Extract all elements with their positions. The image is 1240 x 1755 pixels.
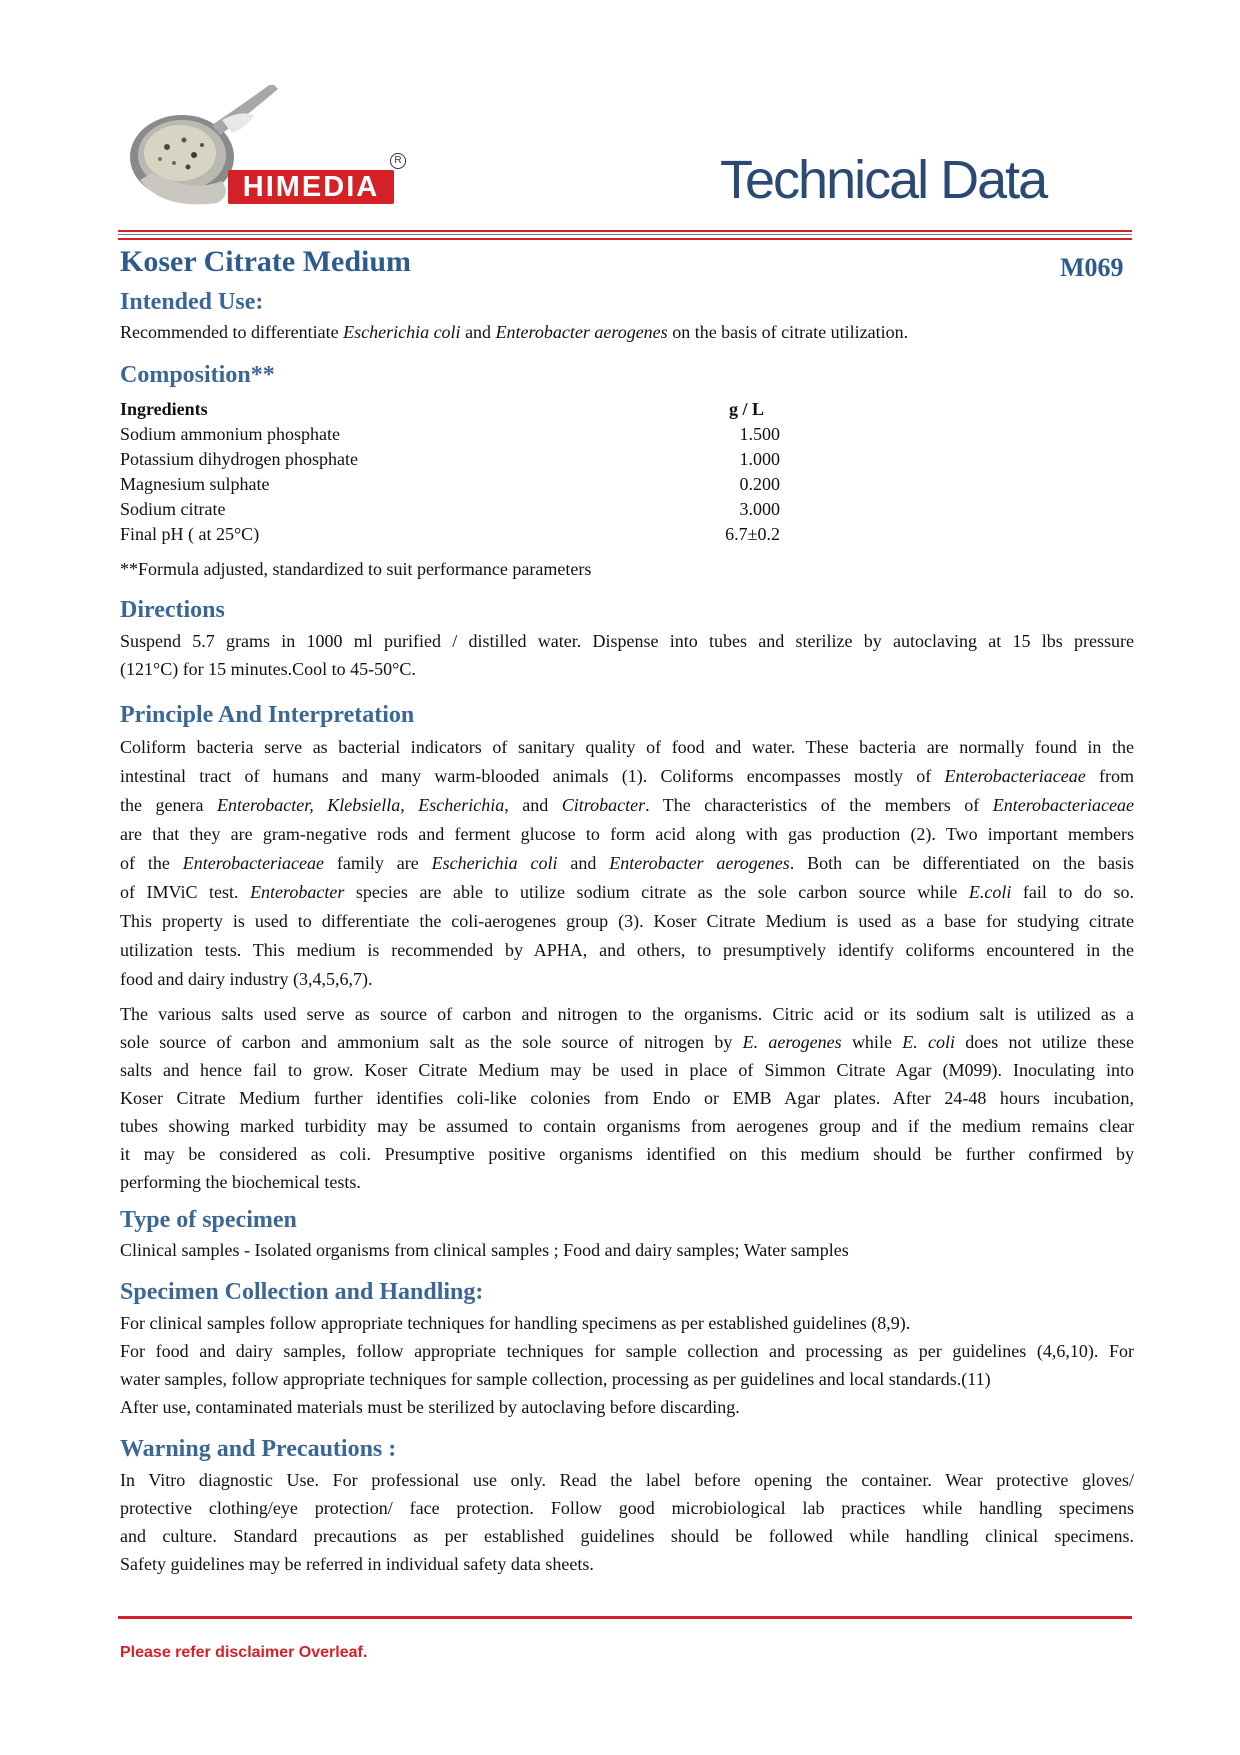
principle-paragraph-2: The various salts used serve as source of carbon and nitrogen to the organisms. Citric acid or its sodium salt is utilized as a sole source of carbon and ammonium salt as the sole source of nitrogen by E. aerogenes while E. coli does not utilize these salts and hence fail to grow. Koser Citrate Medium may be used in place of Simmon Citrate Agar (M099). Inoculating into Koser Citrate Medium further identifies coli-like colonies from Endo or EMB Agar plates. After 24-48 hours incubation, tubes showing marked turbidity may be assumed to contain organisms from aerogenes group and if the medium remains clear it may be considered as coli. Presumptive positive organisms identified on this medium should be further confirmed by performing the biochemical tests. [120,1004,1134,1192]
product-name: Koser Citrate Medium [120,245,412,278]
product-code: M069 [1060,253,1124,282]
unit-column-header: g / L [728,399,764,419]
document-title: Technical Data [720,150,1047,210]
principle-paragraph-1: Coliform bacteria serve as bacterial indicators of sanitary quality of food and water. These bacteria are normally found in the intestinal tract of humans and many warm-blooded animals (1). Coliforms encompasses mostly of Enterobacteriaceae from the genera Enterobacter, Klebsiella, Escherichia, and Citrobacter. The characteristics of the members of Enterobacteriaceae are that they are gram-negative rods and ferment glucose to form acid along with gas production (2). Two important members of the Enterobacteriaceae family are Escherichia coli and Enterobacter aerogenes. Both can be differentiated on the basis of IMViC test. Enterobacter species are able to utilize sodium citrate as the sole carbon source while E.coli fail to do so. This property is used to differentiate the coli-aerogenes group (3). Koser Citrate Medium is used as a base for studying citrate utilization tests. This medium is recommended by APHA, and others, to presumptively identify coliforms encountered in the food and dairy industry (3,4,5,6,7). [120,737,1135,989]
header-rule-red [118,230,1132,232]
header-rule-red-2 [118,238,1132,240]
header-rule-blue [118,234,1132,235]
intended-use-text: Recommended to differentiate Escherichia coli and Enterobacter aerogenes on the basis of citrate utilization. [120,322,909,342]
footer-rule [118,1616,1132,1619]
warning-heading: Warning and Precautions : [120,1436,397,1462]
collection-text: For clinical samples follow appropriate techniques for handling specimens as per established guidelines (8,9). For food and dairy samples, follow appropriate techniques for sample collection and processing as per guidelines (4,6,10). For water samples, follow appropriate techniques for sample collection, processing as per guidelines and local standards.(11) After use, contaminated materials must be sterilized by autoclaving before discarding. [120,1313,1134,1417]
directions-text: Suspend 5.7 grams in 1000 ml purified / distilled water. Dispense into tubes and sterilize by autoclaving at 15 lbs pressure (121°C) for 15 minutes.Cool to 45-50°C. [120,631,1134,679]
principle-heading: Principle And Interpretation [120,702,415,728]
brand-wordmark: HIMEDIA [228,170,394,204]
specimen-type-text: Clinical samples - Isolated organisms from clinical samples ; Food and dairy samples; Water samples [120,1240,849,1260]
disclaimer-note: Please refer disclaimer Overleaf. [120,1644,368,1661]
directions-heading: Directions [120,597,225,623]
composition-heading: Composition** [120,362,275,388]
warning-text: In Vitro diagnostic Use. For professional use only. Read the label before opening the container. Wear protective gloves/ protective clothing/eye protection/ face protection. Follow good microbiological lab practices while handling specimens and culture. Standard precautions as per established guidelines should be followed while handling clinical specimens. Safety guidelines may be referred in individual safety data sheets. [120,1470,1134,1574]
composition-note: **Formula adjusted, standardized to suit performance parameters [120,559,592,579]
specimen-type-heading: Type of specimen [120,1207,297,1233]
registered-mark: R [390,153,406,169]
collection-heading: Specimen Collection and Handling: [120,1279,484,1305]
intended-use-heading: Intended Use: [120,289,264,315]
ingredients-column-header: Ingredients [120,399,208,419]
